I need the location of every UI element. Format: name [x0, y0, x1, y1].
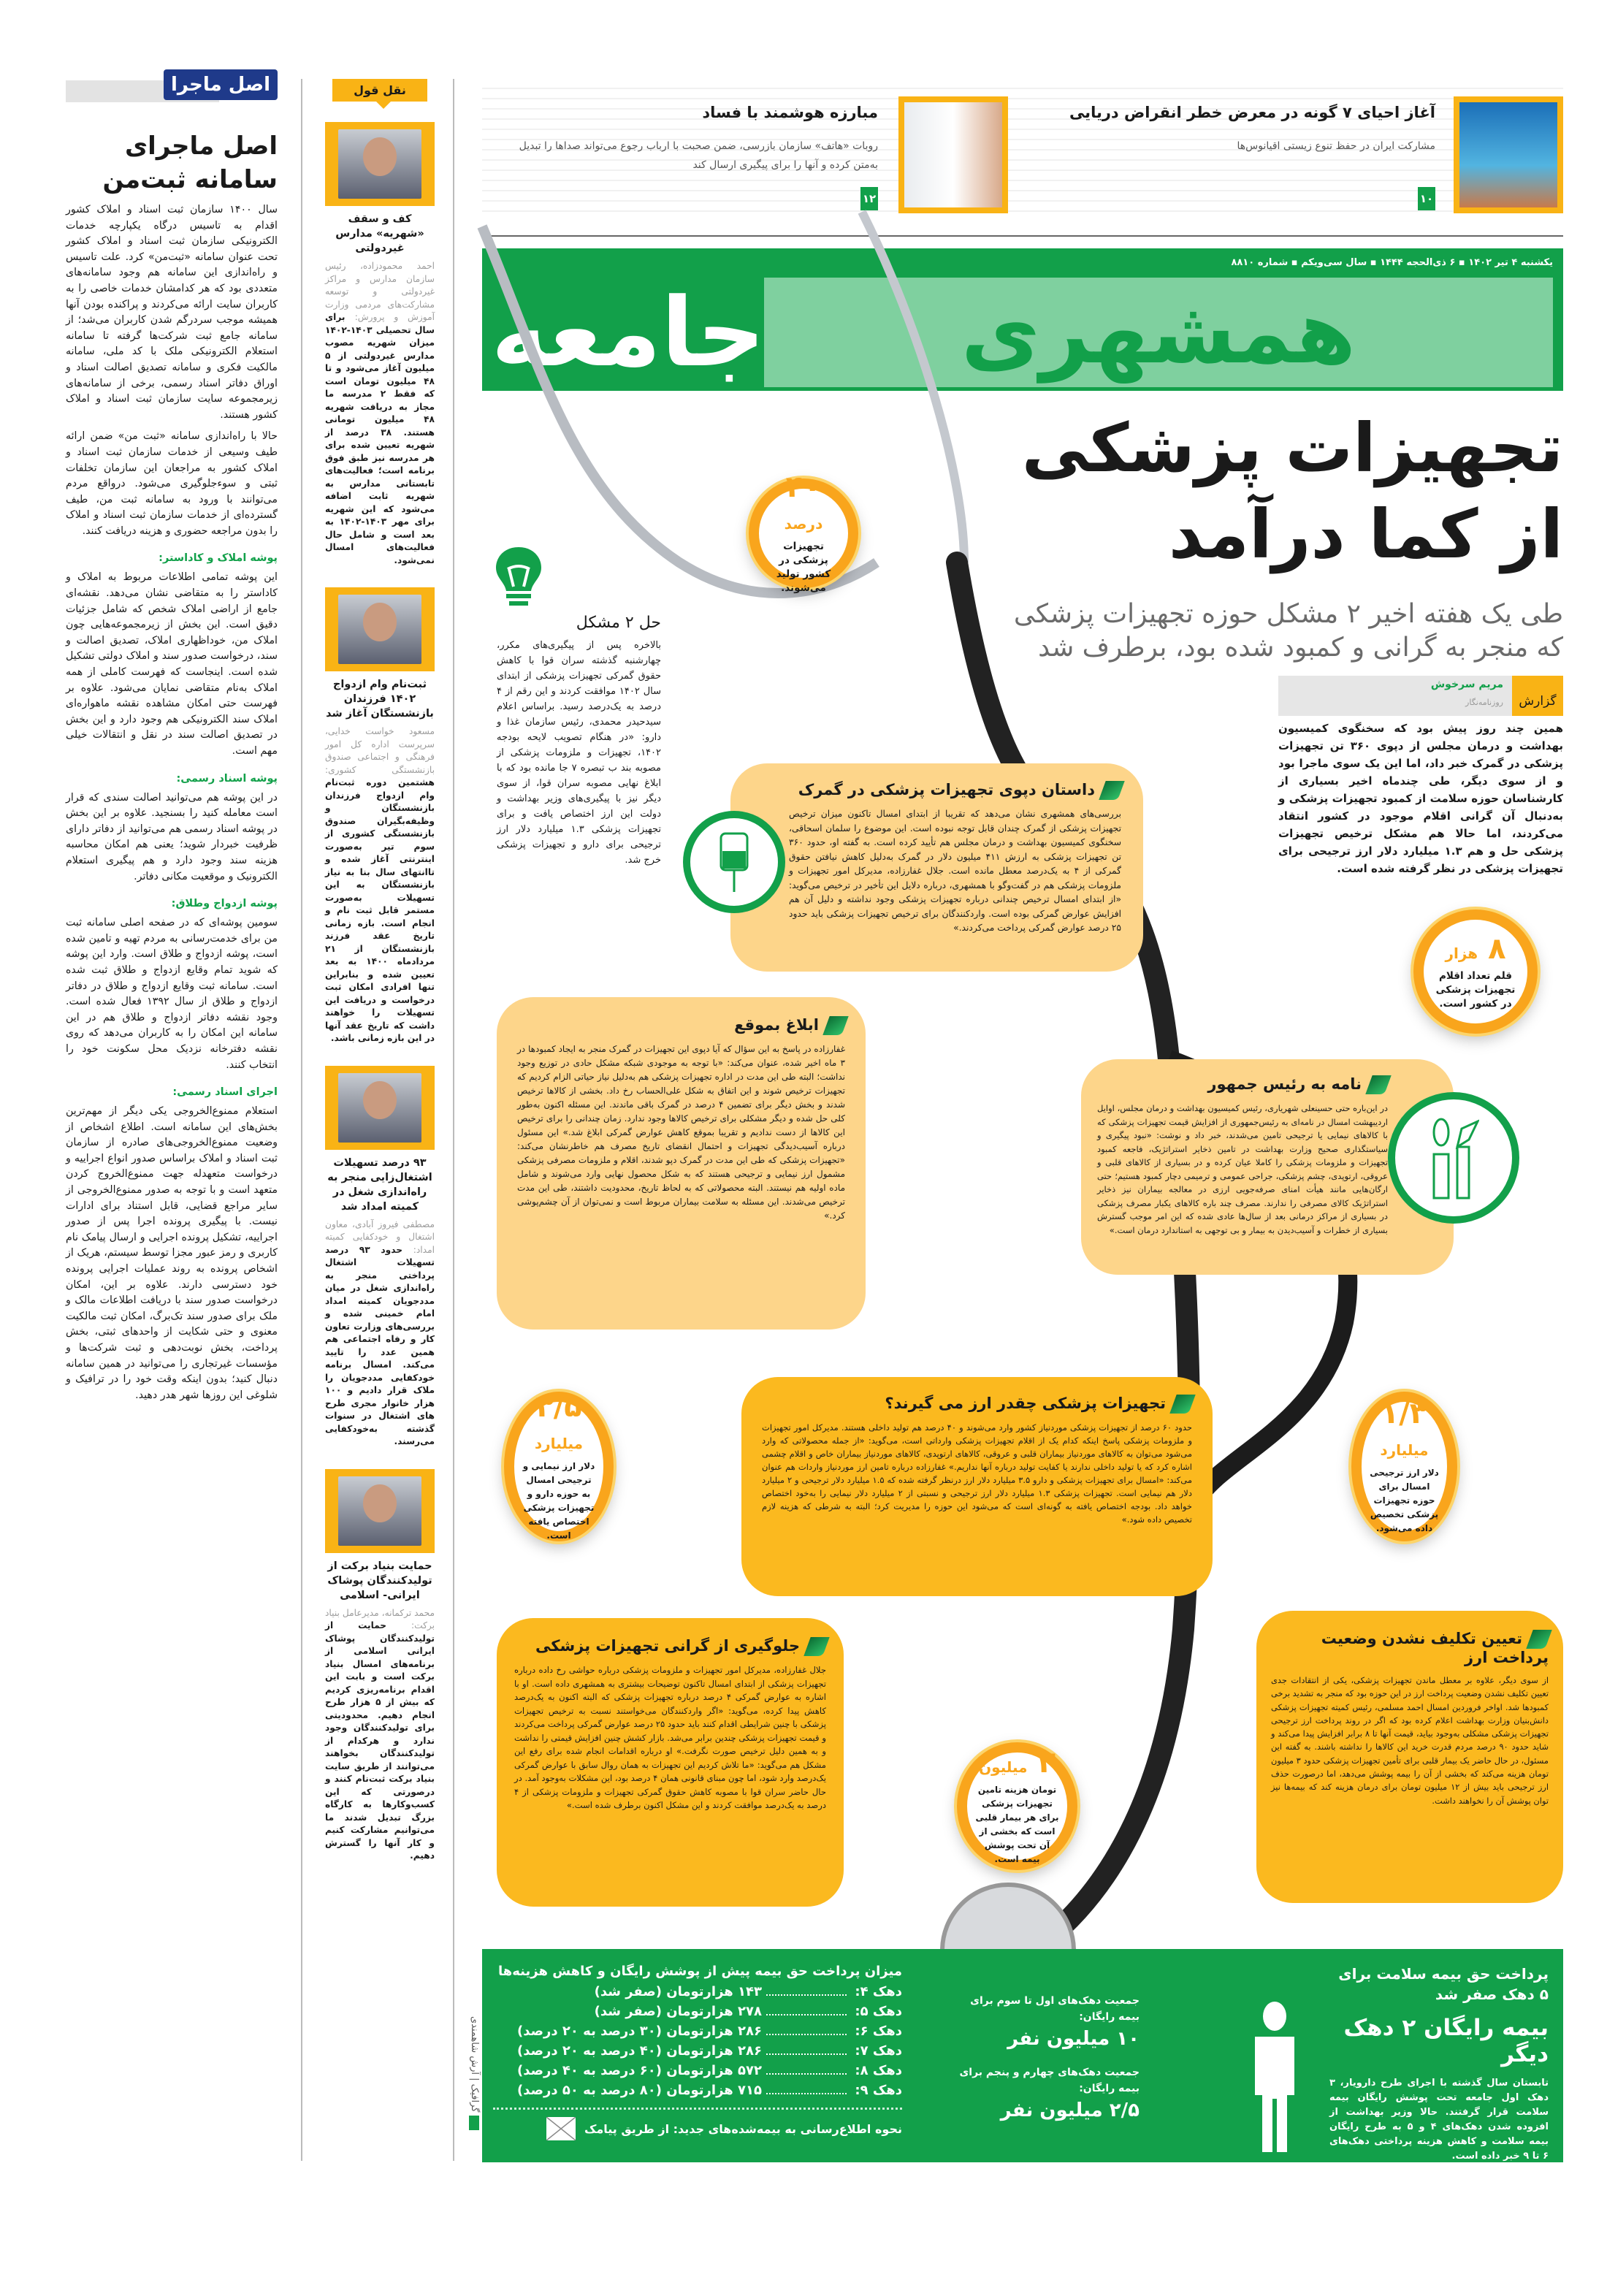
box-text: از سوی دیگر، علاوه بر معطل ماندن تجهیزات پزشکی، یکی از انتقادات جدی تعیین تکلیف نشدن وضعیت پرداخت ارز در این حوزه بود که منجر به تشدید برخی کمبودها شد. اواخر فروردین امسال احمد مسلمی، رئیس کمیته تجهیزات پزشکی دانش‌بنیان وزارت بهداشت اعلام کرده بود که اگر در روند پرداخت ارز ترجیحی تجهیزات پزشکی مشکلی به‌وجود بیاید، قیمت آنها تا ۸ برابر افزایش پیدا می‌کند و شاید حدود ۹۰ درصد مردم قدرت خرید این کالاها را نداشته باشند. به گفته این مسئول، در حال حاضر یک بیمار قلبی برای تأمین تجهیزات پزشکی حدود ۳ میلیون تومان هزینه می‌کند که بخشی از آن را بیمه پوشش می‌دهد، اما درصورت حذف ارز ترجیحی باید بیش از ۱۲ میلیون تومان برای درمان هزینه کند که بیمه‌ها نیز توان پوشش آن را نخواهند داشت. — [1271, 1675, 1549, 1806]
section-heading: پوشه ازدواج وطلاق: — [171, 898, 278, 910]
portrait-photo — [325, 122, 435, 206]
stat-circle — [749, 470, 858, 594]
insurance-title: بیمه رایگان ۲ دهک دیگر — [1343, 2015, 1549, 2067]
population-value: ۲/۵ میلیون نفر — [1000, 2099, 1140, 2121]
author-name: مریم سرخوش — [1430, 679, 1503, 690]
section-text: سومین پوشه‌ای که در صفحه اصلی سامانه ثبت من برای خدمت‌رسانی به مردم تهیه و تامین شده است، پوشه ازدواج و طلاق است. وارد این پوشه که شوید تمام وقایع ازدواج و طلاق ثبت شده است. سامانه ثبت وقایع ازدواج و طلاق در دفاتر ازدواج و طلاق از سال ۱۳۹۲ فعال شده است. وجود نقشه دفاتر ازدواج و طلاق هم در این سامانه این امکان را به کاربران می‌دهد که روی نقشه دفترخانه نزدیک محل سکونت خود را انتخاب کنند. — [66, 917, 278, 1071]
report-label: گزارش — [1512, 676, 1563, 716]
person-icon — [1249, 2000, 1300, 2154]
stat-unit: میلیون — [979, 1758, 1028, 1776]
jameh-logo: جامعه — [491, 277, 766, 388]
decile-label: دهک ۴: — [855, 1984, 902, 1999]
section-text: این پوشه تمامی اطلاعات مربوط به املاک و کاداستر را به متقاضی نشان می‌دهد. نقشه‌ای جامع از اراضی املاک شخص که شامل جزئیات دقیق است. این بخش از زیرمجموعه‌هایی چون املاک من، خوداظهاری املاک، تصدیق اصالت و سند، درخواست صدور سند و املاک دولتی تشکیل شده است. اینجاست که فهرست کاملی از همه املاک به‌نام متقاضی نمایان می‌شود. علاوه بر فهرست حتی امکان مشاهده نقشه ماهواره‌ای املاک سند الکترونیکی هم وجود دارد و این بخش در تصدیق اصالت سند در نقل و انتقالات خیلی مهم است. — [66, 571, 278, 757]
box-text: در این‌باره حتی حسینعلی شهریاری، رئیس کمیسیون بهداشت و درمان مجلس، اوایل اردیبهشت امسال در نامه‌ای به رئیس‌جمهوری از افزایش قیمت تجهیزات پزشکی که با کالاهای نیمایی یا ترجیحی تامین می‌شدند، خبر داد و نوشت: «نبود پیگیری و سیاستگذاری صحیح وزارت بهداشت در تامین ذخایر استراتژیک، فاجعه کمبود تجهیزات و ملزومات پزشکی را کاملا عیان کرده و در بسیاری از کالاهای قلبی و عروقی، ارتوپدی، چشم پزشکی، جراحی عمومی و ترمیمی دچار کمبود هستیم؛ حتی ارگان‌هایی مانند هیأت امنای صرفه‌جویی ارزی در معالجه بیماران نیز ذخایر استراتژیک کالای مصرفی را ندارند. مصرف چند باره کالاهای یکبار مصرف پزشکی در بسیاری از مراکز درمانی بعد از سال‌ها عادی شده که این امر موجب گسترش بسیاری از خطرات و آسیب‌دیدن به بیمار و بی توجهی به استاندارد درمان است.» — [1097, 1103, 1388, 1235]
quote-speaker: محمد ترکمانه، مدیرعامل بنیاد برکت: — [325, 1607, 435, 1631]
quotes-tag: نقل قول — [332, 79, 427, 102]
premium-row — [493, 2080, 902, 2100]
decile-label: دهک ۷: — [855, 2043, 902, 2059]
stat-unit: میلیارد — [534, 1434, 584, 1452]
stat-circle — [504, 1389, 614, 1541]
premium-table-title: میزان پرداخت حق بیمه پیش از پوشش رایگان و کاهش هزینه‌ها — [498, 1964, 902, 1979]
premium-row — [493, 2061, 902, 2080]
insurance-infographic — [482, 1949, 1563, 2162]
section-brand — [66, 69, 278, 113]
stat-unit: هزار — [1445, 944, 1478, 962]
teaser-summary: روبات «هاتف» سازمان بازرسی، ضمن صحبت با ارباب رجوع می‌تواند صداها را تبدیل به‌متن کرده و آنها را برای پیگیری ارسال کند — [519, 140, 878, 171]
box-title: نامه به رئیس جمهور — [1097, 1075, 1388, 1094]
info-box-currency-payment — [1256, 1611, 1563, 1903]
subheadline: طی یک هفته اخیر ۲ مشکل حوزه تجهیزات پزشکی که منجر به گرانی و کمبود شده بود، برطرف شد — [1013, 599, 1563, 663]
solution-section — [497, 614, 661, 868]
quotes-column — [325, 79, 435, 1863]
lead-paragraph: همین چند روز پیش بود که سخنگوی کمیسیون بهداشت و درمان مجلس از دپوی ۳۶۰ تن تجهیزات پزشکی در گمرک خبر داد، اما این یک سوی ماجرا بود و از سوی دیگر، طی چندماه اخیر بسیاری از کارشناسان حوزه سلامت از کمبود تجهیزات پزشکی و به‌دنبال آن گرانی اقلام موجود در کشور انتقاد می‌کردند، اما حالا هم مشکل ترخیص تجهیزات پزشکی حل و هم ۱.۳ میلیارد دلار ارز ترجیحی برای تجهیزات پزشکی در نظر گرفته شده است. — [1278, 722, 1563, 875]
box-title: جلوگیری از گرانی تجهیزات پزشکی — [514, 1637, 826, 1656]
headline-line-1: تجهیزات پزشکی — [1021, 409, 1563, 487]
stat-number: ۳ — [1037, 1745, 1056, 1780]
credit-text: گرافیک | آرش شاهمندی — [469, 2016, 480, 2113]
lightbulb-icon — [493, 544, 544, 610]
population-figures — [957, 1993, 1140, 2136]
population-label: جمعیت دهک‌های اول تا سوم برای بیمه رایگان: — [970, 1995, 1140, 2023]
portrait-photo — [325, 587, 435, 671]
quote-text: هشتمین دوره ثبت‌نام وام ازدواج فرزندان بازنشستگان و وظیفه‌بگیران صندوق بازنشستگی کشوری از سوم تیر به‌صورت اینترنتی آغاز شده و تاانتهای سال بنا به نیاز بازنشستگان به این تسهیلات به‌صورت مستمر قابل ثبت نام و انجام است. بازه زمانی تاریخ عقد فرزند بازنشستگان از ۲۱ مردادماه ۱۴۰۰ به بعد تعیین شده و بنابراین تنها افرادی امکان ثبت درخواست و دریافت این تسهیلات را خواهند داشت که تاریخ عقد آنها در این بازه زمانی باشد. — [325, 777, 435, 1043]
quote-text: حمایت از تولیدکنندگان پوشاک ایرانی اسلامی از برنامه‌های امسال بنیاد برکت است و بابت این اقدام برنامه‌ریزی کردیم که بیش از ۵ هزار طرح انجام دهیم. محدودیتی برای تولیدکنندگان وجود ندارد و هرکدام از تولیدکنندگان بخواهند می‌توانند از طریق سایت بنیاد برکت ثبت‌نام کنند و درصورتی که این کسب‌وکارها به کارگاه بزرگ تبدیل شدند ما می‌توانیم مشارکت کنیم و کار آنها را گسترش دهیم. — [325, 1620, 435, 1861]
premium-value: ۱۴۳ هزارتومان (صفر شد) — [594, 1984, 762, 1999]
box-title: ابلاغ بموقع — [517, 1016, 845, 1035]
quote-body — [325, 725, 435, 1045]
premium-table — [493, 1964, 902, 2140]
premium-value: ۲۸۶ هزارتومان (۴۰ درصد به ۲۰ درصد) — [517, 2043, 762, 2059]
stat-circle — [1351, 1392, 1457, 1541]
quote-title: کف و سقف «شهریه» مدارس غیردولتی — [335, 213, 424, 254]
main-headline — [1022, 405, 1563, 578]
section-heading: پوشه املاک و کاداستر: — [159, 552, 278, 565]
decile-label: دهک ۵: — [855, 2004, 902, 2019]
left-column-article — [66, 69, 278, 1403]
quote-item — [325, 587, 435, 1045]
teaser-title: آغاز احیای ۷ گونه در معرض خطر انقراض دریایی — [1069, 104, 1435, 121]
box-text: حدود ۶۰ درصد از تجهیزات پزشکی موردنیاز کشور وارد می‌شوند و ۴۰ درصد هم تولید داخلی هستند. مدیرکل امور تجهیزات و ملزومات پزشکی پاسخ اینکه کدام یک از اقلام تجهیزات پزشکی وارداتی است، می‌گوید: «از جمله محصولاتی که وارد می‌شود می‌توان به کالاهای موردنیاز بیماران قلبی و عروقی، کالاهای ارتوپدی، کالاهای موردنیاز بیماران خاص و اقلام چشمی اشاره کرد که یا تولید داخلی ندارند یا کفایت تولید درباره آنها نداریم.» غفارزاده درباره تامین ارز موردنیاز واردات هم عنوان می‌کند: «امسال برای تجهیزات پزشکی و دارو ۳.۵ میلیارد دلار ارز درنظر گرفته شده که ۱.۵ میلیارد دلار ترجیحی و ۲ میلیارد دلار هم نیمایی است. تجهیزات پزشکی ۱.۳ میلیارد دلار ارز ترجیحی و نسبتی از ۲ میلیارد دلار نیمایی را به‌خود اختصاص خواهد داد. بودجه اختصاص یافته به گونه‌ای است که می‌شود این حوزه را مدیریت کرد؛ البته به شرطی که هزینه لازم تخصیص داده شود.» — [762, 1422, 1192, 1525]
stat-unit: درصد — [784, 515, 823, 533]
quote-body — [325, 260, 435, 567]
column-divider — [301, 79, 302, 2161]
premium-value: ۵۷۲ هزارتومان (۶۰ درصد به ۴۰ درصد) — [517, 2063, 762, 2078]
byline — [1278, 676, 1563, 716]
insurance-summary — [1329, 1964, 1549, 2164]
stat-number: ۸ — [1488, 931, 1506, 966]
quote-text: حدود ۹۳ درصد تسهیلات اشتغال پرداختی منجر به راه‌اندازی شغل در میان مددجویان کمیته امداد امام خمینی شده و بررسی‌های وزارت تعاون کار و رفاه اجتماعی هم همین عدد را تایید می‌کند. امسال برنامه خودکفایی مددجویان را ملاک قرار دادیم و ۱۰۰ هزار خانوار مجری طرح های اشتغال در سنوات گذشته به‌خودکفایی می‌رسند. — [325, 1244, 435, 1446]
info-box-prevent-price-rise — [497, 1618, 844, 1907]
left-article-intro-2: حالا با راه‌اندازی سامانه «ثبت من» ضمن ارائه طیف وسیعی از خدمات سازمان ثبت اسناد و املاک کشور به مراجعان این سازمان تخلفات ثبتی و سو‌ءجلوگیری می‌شود. درواقع مردم می‌توانند با ورود به سامانه ثبت من، طیف گسترده‌ای از خدمات سازمان ثبت اسناد و املاک را بدون مراجعه حضوری و هزینه دریافت کنند. — [66, 430, 278, 537]
portrait-photo — [325, 1066, 435, 1150]
box-text: بررسی‌های همشهری نشان می‌دهد که تقریبا از ابتدای امسال تاکنون میزان ترخیص تجهیزات پزشکی از گمرک چندان قابل توجه نبوده است. این موضوع را سلمان اسحاقی، سخنگوی کمیسیون بهداشت و درمان مجلس هم تأیید کرده است. به گفته او، حدود ۳۶۰ تن تجهیزات پزشکی به ارزش ۴۱۱ میلیون دلار در گمرک به‌دلیل کاهش نیافتن حقوق گمرکی از ۴ به یک‌درصد معطل مانده است. جلال غفارزاده، مدیرکل امور تجهیزات و ملزومات پزشکی هم در گفت‌وگو با همشهری، درباره دلایل این تأخیر در ترخیص می‌گوید: «از ابتدای امسال ترخیص چندانی درباره تجهیزات پزشکی وجود نداشته و دلیل آن هم افزایش عوارض گمرکی بوده است. واردکنندگان برای ترخیص تجهیزات پزشکی باید حدود ۲۵ درصد عوارض گمرکی پرداخت می‌کردند.» — [789, 809, 1121, 933]
insurance-text: تابستان سال گذشته با اجرای طرح دارویار، ۳ دهک اول جامعه تحت پوشش رایگان بیمه سلامت قرار گرفتند. حالا وزیر بهداشت از افزوده شدن دهک‌های ۴ و ۵ به طرح رایگان بیمه سلامت و کاهش هزینه پرداختی دهک‌های ۶ تا ۹ خبر داده است. — [1329, 2078, 1549, 2162]
page-number-badge: ۱۰ — [1418, 187, 1435, 210]
envelope-icon — [546, 2117, 576, 2140]
quote-title: ۹۳ درصد تسهیلات اشتغال‌زایی منجر به راه‌اندازی شغل در کمیته امداد شد — [327, 1156, 432, 1213]
left-article-title: اصل ماجرای سامانه ثبت‌من — [102, 131, 278, 194]
author-role: روزنامه‌نگار — [1465, 698, 1503, 707]
premium-row — [493, 2021, 902, 2041]
decile-label: دهک ۹: — [855, 2083, 902, 2098]
ocean-photo — [1454, 96, 1563, 213]
quote-body — [325, 1607, 435, 1863]
quote-title: حمایت بنیاد برکت از تولیدکنندگان پوشاک ایرانی- اسلامی — [327, 1560, 432, 1601]
info-box-timely-notice — [497, 997, 866, 1330]
stat-unit: میلیارد — [1380, 1441, 1429, 1459]
asl-majara-logo: اصل ماجرا — [164, 69, 278, 100]
solution-title: حل ۲ مشکل — [576, 614, 661, 632]
quote-item — [325, 1066, 435, 1449]
headline-line-2: از کما درآمد — [1168, 495, 1563, 573]
population-label: جمعیت دهک‌های چهارم و پنجم برای بیمه رایگان: — [959, 2067, 1140, 2094]
section-heading: پوشه اسناد رسمی: — [176, 772, 278, 785]
stat-circle — [957, 1742, 1077, 1870]
solution-text: بالاخره پس از پیگیری‌های مکرر، چهارشنبه گذشته سران قوا با کاهش حقوق گمرکی تجهیزات پزشکی از ابتدای سال ۱۴۰۲ موافقت کردند و این رقم از ۴ درصد به یک‌درصد رسید. براساس اعلام سیدحیدر محمدی، رئیس سازمان غذا و دارو: «در هنگام تصویب لایحه بودجه ۱۴۰۲، تجهیزات و ملزومات پزشکی از مصوبه بند ب تبصره ۷ جا مانده بود که با ابلاغ نهایی مصوبه سران قوا، از سوی دیگر نیز با پیگیری‌های وزیر بهداشت و دولت این ارز اختصاص یافت و برای تجهیزات پزشکی ۱.۳ میلیارد دلار ارز ترجیحی برای دارو و تجهیزات پزشکی خرج شد. — [497, 640, 661, 866]
box-title: تجهیزات پزشکی چقدر ارز می گیرند؟ — [762, 1395, 1192, 1414]
page-number-badge: ۱۲ — [860, 187, 878, 210]
stat-text: دلار ارز نیمایی و ترجیحی امسال به حوزه دارو و تجهیزات پزشکی اختصاص یافته است. — [522, 1460, 595, 1541]
portrait-photo — [325, 1469, 435, 1553]
stat-text: قلم تعداد اقلام تجهیزات پزشکی در کشور است. — [1435, 969, 1516, 1010]
issue-date-line: یکشنبه ۴ تیر ۱۴۰۲ ▪ ۶ ذی‌الحجه ۱۴۴۴ ▪ سال سی‌ویکم ▪ شماره ۸۸۱۰ — [1231, 257, 1553, 268]
notice-text: نحوه اطلاع‌رسانی به بیمه‌شده‌های جدید: از طریق پیامک — [584, 2121, 902, 2136]
premium-value: ۷۱۵ هزارتومان (۸۰ درصد به ۵۰ درصد) — [517, 2083, 762, 2098]
section-text: استعلام ممنوع‌الخروجی یکی دیگر از مهم‌ترین بخش‌های این سامانه است. اطلاع اشخاص از وضعیت ممنوع‌الخروجی‌های صادره از سازمان ثبت اسناد و املاک براساس صدور انواع اجراییه و درخواست متعهدله جهت ممنوع‌الخروج کردن متعهد است و با توجه به صدور ممنوع‌الخروجی از سایر مراجع قضایی، قابل استناد برای ادارات نیست. با پیگیری پرونده اجرا پس از صدور اجراییه، تشکیل پرونده اجرایی و ارسال پیامک نام کاربری و رمز عبور مجزا توسط سیستم، هریک از اشخاص پرونده به روند عملیات اجرایی پرونده خود دسترسی دارند. علاوه بر این، امکان درخواست صدور سند با دریافت اطلاعات مالک و ملک برای صدور سند تک‌برگ، امکان ثبت مالکیت معنوی و حتی شکایت از واحدهای ثبتی، بخش پرداخت، بخش نوبت‌دهی و ثبت شرکت‌ها و مؤسسات غیرتجاری را می‌توانید در همین سامانه دنبال کنید؛ بدون اینکه وقت خود را در ترافیک و شلوغی این روزها شهر هدر دهید. — [66, 1105, 278, 1401]
quote-item — [325, 122, 435, 567]
section-text: در این پوشه هم می‌توانید اصالت سندی که قرار است معامله کنید را بسنجید. علاوه بر این بخش در پوشه اسناد رسمی هم می‌توانید از دفاتر دارای ظرفیت خبردار شوید؛ یعنی هم امکان محاسبه هزینه سند وجود دارد و هم پیگیری استعلام الکترونیک و موقعیت مکانی دفاتر. — [66, 791, 278, 882]
premium-row — [493, 2041, 902, 2061]
box-title: داستان دپوی تجهیزات پزشکی در گمرک — [789, 781, 1121, 800]
left-article-intro: سال ۱۴۰۰ سازمان ثبت اسناد و املاک کشور اقدام به تاسیس درگاه یکپارچه خدمات الکترونیکی سازمان ثبت اسناد و املاک کشور تحت عنوان سامانه «ثبت‌من» کرد. علت تاسیس و راه‌اندازی این سامانه هم وجود سامانه‌های متعددی بود که هر کدامشان خدمات خاصی را به کاربران سایت ارائه می‌کردند و پراکنده بودن آنها همیشه موجب سردرگم شدن کاربران می‌شد؛ از سامانه جامع ثبت شرکت‌ها گرفته تا سامانه استعلام الکترونیکی ملک با کد ملی، سامانه مالکیت فکری و سامانه تصدیق اصالت اسناد و اوراق دفاتر اسناد رسمی، برخی از سامانه‌های زیرمجموعه سایت سازمان ثبت اسناد و املاک کشور هستند. — [66, 204, 278, 421]
quote-text: برای سال تحصیلی ۱۴۰۳-۱۴۰۲ میزان شهریه مصوب مدارس غیردولتی از ۵ میلیون آغاز می‌شود و تا ۴۸ میلیون تومان است که فقط ۲ مدرسه ما مجاز به دریافت شهریه ۴۸ میلیون تومانی هستند. ۳۸ درصد از شهریه تعیین شده برای هر مدرسه نیز طبق فوق برنامه است؛ فعالیت‌های تابستانی مدارس به شهریه ثابت اضافه می‌شود که این شهریه برای مهر ۱۴۰۳-۱۴۰۲ به بعد است و شامل حال فعالیت‌های امسال نمی‌شود. — [325, 312, 435, 565]
stat-text: تجهیزات پزشکی در کشور تولید می‌شوند. — [776, 541, 831, 594]
box-text: غفارزاده در پاسخ به این سؤال که آیا دپوی این تجهیزات در گمرک منجر به ایجاد کمبودها در ۳ ماه اخیر شده، عنوان می‌کند: «با توجه به موجودی شبکه مشکل حادی در توزیع وجود نداشت؛ البته طی این مدت در اداره تجهیزات پزشکی هم به‌دلیل نیاز حیاتی الزام کردیم که تجهیزات ترخیص شوند و این اتفاق به شکل علی‌الحساب رخ داد. بخشی از کالاها ترخیص شدند و بخش دیگر برای تضمین ۴ درصد در گمرک باقی ماندند. این مسئله اکنون به‌طور کلی حل شده و دیگر مشکلی برای ترخیص کالاها وجود ندارد. زمان چندانی را برای ترخیص این کالاها از دست ندادیم و تقریبا بموقع کاهش عوارض گمرکی ابلاغ شد.» این مسئول درباره آسیب‌دیدگی تجهیزات و احتمال انقضای تاریخ مصرف هم خاطرنشان می‌کند: «تجهیزات پزشکی که طی این مدت در گمرک دپو شدند، اقلام و ملزومات مصرفی پزشکی مشمول ارز نیمایی و ترجیحی هستند که به شکل محصول نهایی وارد می‌شوند و شامل ماده اولیه هم نیستند. البته محصولاتی که به لحاظ تاریخ، محدودیت داشتند، طی این مدت ترخیص می‌شدند. این مسئله به سلامت بیماران مربوط است و نمی‌توان از آن چشم‌پوشی کرد.» — [517, 1044, 846, 1221]
premium-row — [493, 2002, 902, 2021]
section-heading: اجرای اسناد رسمی: — [172, 1086, 278, 1099]
quote-item — [325, 1469, 435, 1863]
quote-speaker: احمد محمودزاده، رئیس سازمان مدارس و مراکز غیردولتی و توسعه مشارکت‌های مردمی وزارت آموزش و پرورش: — [325, 261, 435, 322]
info-box-currency — [741, 1377, 1213, 1596]
decile-label: دهک ۸: — [855, 2063, 902, 2078]
stat-number: ۱/۳ — [1381, 1397, 1428, 1430]
box-title: تعیین تکلیف نشدن وضعیت پرداخت ارز — [1271, 1630, 1549, 1666]
hamshahri-logo: همشهری — [764, 278, 1553, 387]
quote-body — [325, 1218, 435, 1449]
teaser-summary: مشارکت ایران در حفظ تنوع زیستی اقیانوس‌ها — [1237, 140, 1435, 152]
stat-circle — [1413, 909, 1538, 1034]
iv-bag-icon — [683, 811, 785, 913]
premium-value: ۲۷۸ هزارتومان (صفر شد) — [594, 2004, 762, 2019]
quote-title: ثبت‌نام وام ازدواج ۱۴۰۲ فرزندان بازنشستگان آغاز شد — [326, 679, 434, 720]
stat-text: تومان هزینه تامین تجهیزات پزشکی برای هر بیمار قلبی است که بخشی از آن تحت پوشش بیمه است. — [975, 1784, 1059, 1864]
decile-label: دهک ۶: — [855, 2024, 902, 2039]
sms-notice — [493, 2108, 902, 2140]
otoscope-icon — [1388, 1092, 1519, 1224]
stat-number: ۴۰ — [785, 470, 822, 504]
premium-row — [493, 1982, 902, 2002]
insurance-kicker: پرداخت حق بیمه سلامت برای ۵ دهک صفر شد — [1338, 1965, 1549, 2003]
quote-speaker: مسعود خواست خدایی، سرپرست اداره کل امور فرهنگی و اجتماعی صندوق بازنشستگی کشوری: — [325, 726, 435, 775]
stat-number: ۳/۵ — [535, 1389, 582, 1424]
population-value: ۱۰ میلیون نفر — [1007, 2028, 1140, 2050]
premium-value: ۲۸۶ هزارتومان (۳۰ درصد به ۲۰ درصد) — [517, 2024, 762, 2039]
quote-speaker: مصطفی فیروز آبادی، معاون اشتغال و خودکفایی کمیته امداد: — [325, 1218, 435, 1255]
box-text: جلال غفارزاده، مدیرکل امور تجهیزات و ملزومات پزشکی درباره حواشی رخ داده درباره تجهیزات پزشکی از ابتدای امسال تاکنون توضیحات بیشتری به همشهری داده است. او با اشاره به عوارض گمرکی ۴ درصد درباره تجهیزات پزشکی که البته اکنون به یک‌درصد کاهش پیدا کرده، می‌گوید: «اگر واردکنندگان می‌خواستند نسبت به ترخیص تجهیزات پزشکی با چنین شرایطی اقدام کنند باید حدود ۲۵ درصد عوارض گمرکی پرداخت می‌کردند و قیمت تجهیزات پزشکی چندین برابر می‌شد. بازار کشش چنین افزایش قیمتی را نداشت و به همین دلیل ترخیص صورت نگرفت.» او درباره اقدامات انجام شده برای رفع این مشکل هم می‌گوید: «ما تلاش کردیم این تجهیزات به همان روال سابق با عوارض گمرکی یک‌درصد وارد شود، اما چون مبنای قانونی همان ۴ درصد بود، این مشکلات به‌وجود آمد. در حال حاضر سران قوا با مصوبه کاهش حقوق گمرکی تجهیزات و ملزومات پزشکی از ۴ درصد به یک‌درصد موافقت کردند و این مشکل اکنون برطرف شده است.» — [514, 1665, 826, 1810]
info-box-customs-depot — [730, 763, 1143, 972]
stat-text: دلار ارز ترجیحی امسال برای حوزه تجهیزات پزشکی تخصیص داده می‌شود. — [1370, 1468, 1439, 1533]
teaser-title: مبارزه هوشمند با فساد — [702, 104, 878, 121]
graphic-credit — [469, 2016, 480, 2130]
